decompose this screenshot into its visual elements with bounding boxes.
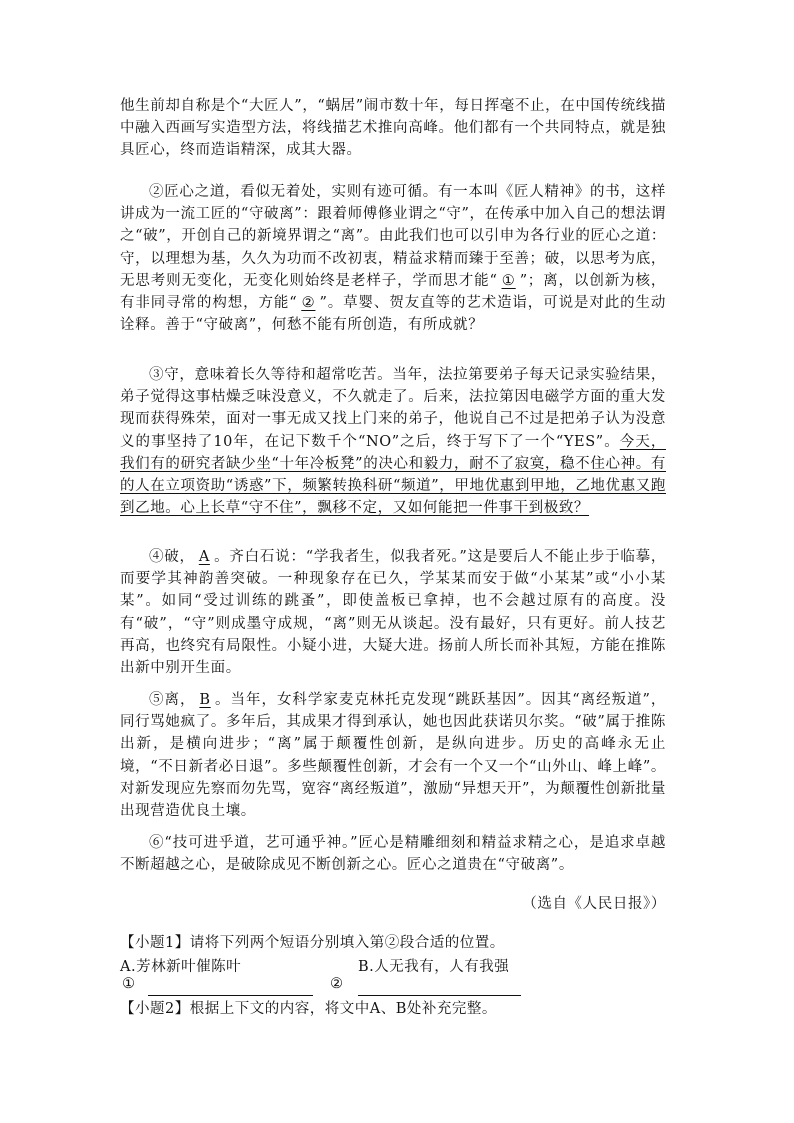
paragraph-text: ”；离，以创新为核，有非同寻常的构想，方能“ bbox=[120, 272, 666, 312]
answer-1-field[interactable] bbox=[148, 995, 313, 996]
paragraph-2 bbox=[120, 181, 666, 336]
paragraph-5 bbox=[120, 689, 666, 822]
paragraph-text: ③守，意味着长久等待和超常吃苦。当年，法拉第要弟子每天记录实验结果，弟子觉得这事枯燥乏味没意义，不久就走了。后来，法拉第因电磁学方面的重大发现而获得殊荣，面对一事无成又找上门来的弟子，他说自己不过是把弟子认为没意义的事坚持了10年，在记下数千个“NO”之后，终于写下了一个“YES”。 bbox=[120, 367, 666, 450]
paragraph-text: 他生前却自称是个“大匠人”，“蜗居”闹市数十年，每日挥毫不止，在中国传统线描中融入西画写实造型方法，将线描艺术推向高峰。他们都有一个共同特点，就是独具匠心，终而造诣精深，成其大器。 bbox=[120, 98, 666, 159]
underlined-passage: 今天，我们有的研究者缺少坐“十年冷板凳”的决心和毅力，耐不了寂寞，稳不住心神。有的人在立项资助“诱惑”下，频繁转换科研“频道”，甲地优惠到甲地，乙地优惠又跑到乙地。心上长草“守不住”，飘移不定，又如何能把一件事干到极致？ bbox=[120, 433, 666, 517]
paragraph-4 bbox=[120, 546, 666, 679]
option-a: A.芳林新叶催陈叶 bbox=[120, 959, 242, 975]
answer-2-label: ② bbox=[330, 976, 344, 992]
answer-1-label: ① bbox=[122, 976, 136, 992]
source-citation: （选自《人民日报》） bbox=[522, 896, 666, 912]
paragraph-intro bbox=[120, 95, 666, 162]
answer-2-field[interactable] bbox=[358, 995, 521, 996]
paragraph-text: ⑤离， bbox=[149, 692, 196, 708]
blank-2: ② bbox=[301, 295, 316, 312]
blank-1: ① bbox=[501, 272, 516, 289]
option-b: B.人无我有，人有我强 bbox=[358, 959, 510, 975]
paragraph-text: ②匠心之道，看似无着处，实则有迹可循。有一本叫《匠人精神》的书，这样讲成为一流工匠的“守破离”：跟着师傅修业谓之“守”，在传承中加入自己的想法谓之“破”，开创自己的新境界谓之“离”。由此我们也可以引申为各行业的匠心之道：守，以理想为基，久久为功而不改初衷，精益求精而臻于至善；破，以思考为底，无思考则无变化，无变化则始终是老样子，学而思才能“ bbox=[120, 184, 666, 289]
paragraph-6 bbox=[120, 832, 666, 876]
blank-B: B bbox=[199, 692, 211, 708]
paragraph-text: ④破， bbox=[149, 549, 195, 565]
paragraph-text: ⑥“技可进乎道，艺可通乎神。”匠心是精雕细刻和精益求精之心，是追求卓越不断超越之心，是破除成见不断创新之心。匠心之道贵在“守破离”。 bbox=[120, 835, 666, 874]
paragraph-text: ”。草婴、贺友直等的艺术造诣，可说是对此的生动诠释。善于“守破离”，何愁不能有所创造，有所成就？ bbox=[120, 295, 666, 334]
paragraph-3 bbox=[120, 364, 666, 519]
question-2: 【小题2】根据上下文的内容，将文中A、B处补充完整。 bbox=[120, 1001, 497, 1017]
blank-A: A bbox=[198, 549, 210, 565]
question-1: 【小题1】请将下列两个短语分别填入第②段合适的位置。 bbox=[120, 935, 505, 951]
paragraph-text: 。齐白石说：“学我者生，似我者死。”这是要后人不能止步于临摹，而要学其神韵善突破。一种现象存在已久，学某某而安于做“小某某”或“小小某某”。如同“受过训练的跳蚤”，即使盖板已拿掉，也不会越过原有的高度。没有“破”，“守”则成墨守成规，“离”则无从谈起。没有最好，只有更好。前人技艺再高，也终究有局限性。小疑小进，大疑大进。扬前人所长而补其短，方能在推陈出新中别开生面。 bbox=[120, 549, 666, 677]
paragraph-text: 。当年，女科学家麦克林托克发现“跳跃基因”。因其“离经叛道”，同行骂她疯了。多年后，其成果才得到承认，她也因此获诺贝尔奖。“破”属于推陈出新，是横向进步；“离”属于颠覆性创新，是纵向进步。历史的高峰永无止境，“不日新者必日退”。多些颠覆性创新，才会有一个又一个“山外山、峰上峰”。对新发现应先察而勿先骂，宽容“离经叛道”，激励“异想天开”，为颠覆性创新批量出现营造优良土壤。 bbox=[120, 692, 666, 820]
